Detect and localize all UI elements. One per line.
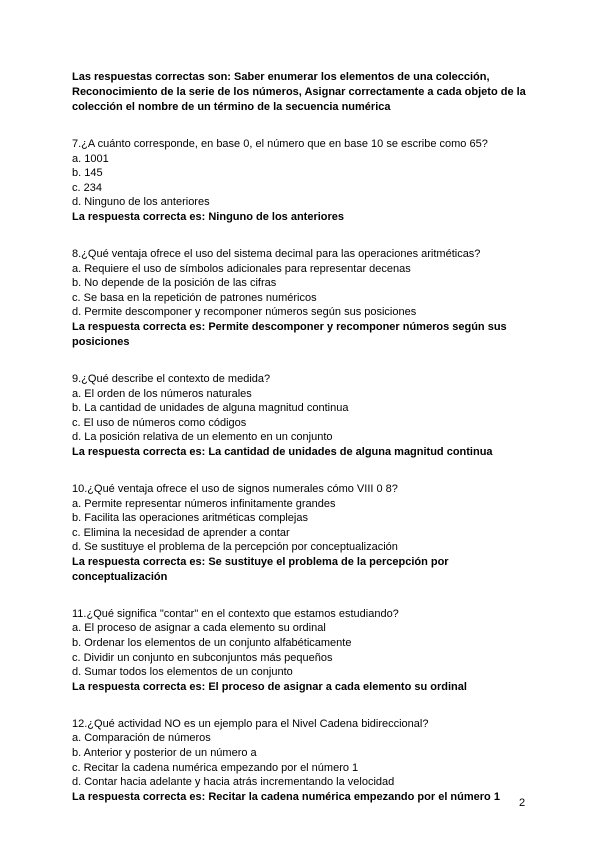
- question-text: 11.¿Qué significa "contar" en el contexto que estamos estudiando?: [72, 607, 399, 620]
- option-b: b. No depende de la posición de las cifras: [72, 277, 277, 290]
- option-c: c. Elimina la necesidad de aprender a contar: [72, 526, 290, 539]
- question-block: [72, 607, 532, 695]
- correct-answer: La respuesta correcta es: Ninguno de los anteriores: [72, 210, 345, 223]
- option-c: c. Recitar la cadena numérica empezando por el número 1: [72, 761, 359, 774]
- question-block: [72, 482, 532, 585]
- option-a: a. Comparación de números: [72, 732, 211, 745]
- correct-answer: La respuesta correcta es: La cantidad de unidades de alguna magnitud continua: [72, 445, 493, 458]
- option-c: c. Se basa en la repetición de patrones numéricos: [72, 291, 317, 304]
- page-number: 2: [519, 797, 526, 809]
- correct-answer: La respuesta correcta es: El proceso de asignar a cada elemento su ordinal: [72, 680, 467, 693]
- option-d: d. Permite descomponer y recomponer números según sus posiciones: [72, 306, 417, 319]
- option-a: a. El orden de los números naturales: [72, 387, 252, 400]
- option-d: d. Se sustituye el problema de la percepción por conceptualización: [72, 541, 398, 554]
- option-b: b. La cantidad de unidades de alguna magnitud continua: [72, 402, 349, 415]
- option-a: a. El proceso de asignar a cada elemento su ordinal: [72, 622, 326, 635]
- option-b: b. Ordenar los elementos de un conjunto alfabéticamente: [72, 637, 352, 650]
- option-d: d. La posición relativa de un elemento en un conjunto: [72, 431, 333, 444]
- option-a: a. Permite representar números infinitamente grandes: [72, 497, 336, 510]
- question-block: [72, 247, 532, 350]
- option-c: c. El uso de números como códigos: [72, 416, 247, 429]
- question-text: 9.¿Qué describe el contexto de medida?: [72, 372, 271, 385]
- correct-answer: La respuesta correcta es: Permite descomponer y recomponer números según sus posiciones: [72, 320, 507, 348]
- option-a: a. Requiere el uso de símbolos adicionales para representar decenas: [72, 262, 411, 275]
- question-block: [72, 372, 532, 460]
- correct-answer: La respuesta correcta es: Recitar la cadena numérica empezando por el número 1: [72, 790, 500, 803]
- option-b: b. Anterior y posterior de un número a: [72, 747, 257, 760]
- option-c: c. Dividir un conjunto en subconjuntos más pequeños: [72, 651, 333, 664]
- document-page: [72, 70, 532, 827]
- question-text: 7.¿A cuánto corresponde, en base 0, el número que en base 10 se escribe como 65?: [72, 138, 488, 150]
- option-d: d. Sumar todos los elementos de un conjunto: [72, 666, 293, 679]
- question-text: 8.¿Qué ventaja ofrece el uso del sistema decimal para las operaciones aritméticas?: [72, 247, 481, 260]
- option-a: a. 1001: [72, 152, 109, 165]
- option-d: d. Contar hacia adelante y hacia atrás incrementando la velocidad: [72, 776, 395, 789]
- question-text: 12.¿Qué actividad NO es un ejemplo para el Nivel Cadena bidireccional?: [72, 717, 429, 730]
- option-b: b. Facilita las operaciones aritméticas complejas: [72, 512, 308, 525]
- question-text: 10.¿Qué ventaja ofrece el uso de signos numerales cómo VIII 0 8?: [72, 482, 398, 495]
- question-block: [72, 137, 532, 225]
- option-c: c. 234: [72, 181, 102, 194]
- correct-answer: La respuesta correcta es: Se sustituye el problema de la percepción por conceptualización: [72, 555, 449, 583]
- option-d: d. Ninguno de los anteriores: [72, 196, 210, 209]
- question-block: [72, 717, 532, 805]
- option-b: b. 145: [72, 167, 103, 180]
- intro-answers: Las respuestas correctas son: Saber enumerar los elementos de una colección, Reconocimiento de la serie de los números, Asignar correctamente a cada objeto de la colección el nombre de un término de la secuencia numérica: [72, 71, 526, 113]
